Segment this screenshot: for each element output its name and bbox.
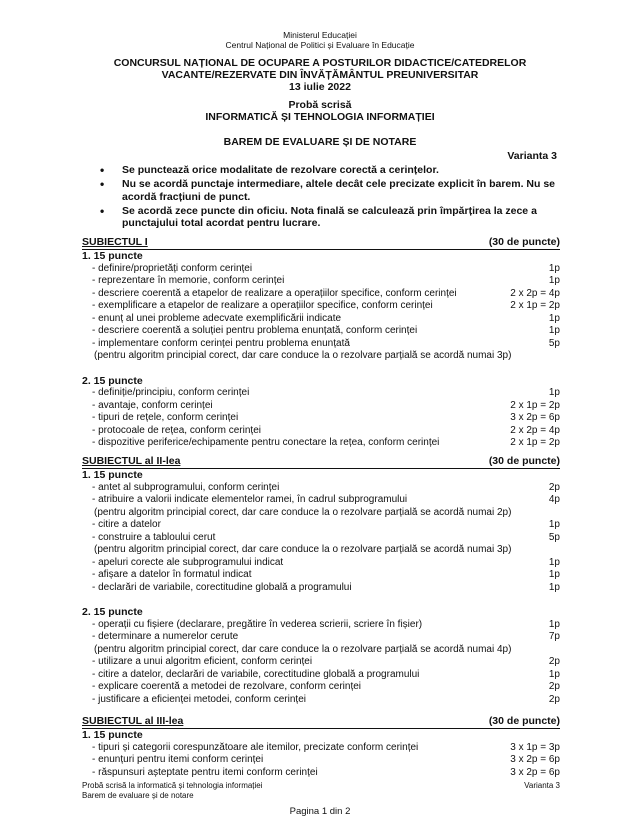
item-rows bbox=[82, 619, 560, 707]
criterion-text: - explicare coerentă a metodei de rezolvare, conform cerinței bbox=[92, 681, 362, 692]
header-ministry: Ministerul Educației bbox=[283, 30, 357, 40]
criterion-points: 7p bbox=[548, 631, 560, 642]
criterion-row bbox=[82, 532, 560, 545]
footer-exam-name: Probă scrisă la informatică și tehnologia informației bbox=[82, 781, 263, 790]
criterion-text: - exemplificare a etapelor de realizare a operațiilor specifice, conform cerinței bbox=[92, 300, 433, 311]
criterion-row bbox=[82, 387, 560, 400]
criterion-text: - tipuri de rețele, conform cerinței bbox=[92, 412, 239, 423]
criterion-row bbox=[82, 557, 560, 570]
criterion-row bbox=[82, 494, 560, 507]
criterion-points: 2p bbox=[548, 693, 560, 705]
instructions-list bbox=[98, 164, 560, 231]
criterion-row bbox=[82, 275, 560, 288]
criterion-row bbox=[82, 619, 560, 632]
section-heading bbox=[82, 715, 560, 729]
criterion-points: 1p bbox=[548, 262, 560, 274]
criterion-row bbox=[82, 519, 560, 532]
instruction-item: • Nu se acordă punctaje intermediare, altele decât cele precizate explicit în barem. Nu se acordă fracțiuni de punct. bbox=[98, 178, 560, 203]
criterion-text: - descriere coerentă a soluției pentru problema enunțată, conform cerinței bbox=[92, 325, 418, 336]
item-heading: 1. 15 puncte bbox=[82, 469, 143, 481]
page-number: Pagina 1 din 2 bbox=[289, 806, 351, 817]
criterion-row bbox=[82, 754, 560, 767]
criterion-row bbox=[82, 400, 560, 413]
page-footer bbox=[82, 781, 560, 801]
instruction-item: • Se punctează orice modalitate de rezolvare corectă a cerințelor. bbox=[98, 164, 560, 177]
criterion-text: - apeluri corecte ale subprogramului indicat bbox=[92, 556, 284, 568]
criterion-points: 1p bbox=[548, 618, 560, 630]
item-heading: 2. 15 puncte bbox=[82, 374, 143, 387]
instruction-item: • Se acordă zece puncte din oficiu. Nota finală se calculează prin împărțirea la zece a punctajului total acordat pentru lucrare. bbox=[98, 205, 560, 230]
criterion-text: - tipuri și categorii corespunzătoare ale itemilor, precizate conform cerinței bbox=[92, 741, 419, 753]
criterion-points: 2p bbox=[548, 656, 560, 667]
criterion-row bbox=[82, 656, 560, 669]
criterion-points: 1p bbox=[548, 581, 560, 593]
criterion-points: 1p bbox=[548, 519, 560, 530]
criterion-points: 1p bbox=[548, 556, 560, 568]
criterion-row bbox=[82, 767, 560, 780]
criterion-points: 2p bbox=[548, 481, 560, 493]
item-rows bbox=[82, 387, 560, 450]
criterion-row bbox=[82, 669, 560, 682]
section-heading bbox=[82, 455, 560, 469]
title-line-1: CONCURSUL NAȚIONAL DE OCUPARE A POSTURILOR DIDACTICE/CATEDRELOR bbox=[113, 57, 527, 69]
criterion-text: - dispozitive periferice/echipamente pentru conectare la rețea, conform cerinței bbox=[92, 437, 440, 448]
item-heading: 1. 15 puncte bbox=[82, 729, 143, 741]
criterion-row bbox=[82, 437, 560, 450]
item-rows bbox=[82, 263, 560, 363]
criterion-row bbox=[82, 569, 560, 582]
criterion-row bbox=[82, 425, 560, 438]
criterion-row bbox=[82, 482, 560, 495]
criterion-text: - antet al subprogramului, conform cerinței bbox=[92, 481, 280, 493]
criterion-text: - răspunsuri așteptate pentru itemi conform cerinței bbox=[92, 766, 318, 778]
criterion-points: 2 x 1p = 2p bbox=[510, 300, 560, 311]
criterion-row bbox=[82, 338, 560, 351]
criterion-points: 2 x 1p = 2p bbox=[510, 437, 560, 448]
criterion-text: - descriere coerentă a etapelor de realizare a operațiilor specifice, conform cerinței bbox=[92, 287, 457, 299]
criterion-row bbox=[82, 325, 560, 338]
footer-barem-name: Barem de evaluare și de notare bbox=[82, 791, 194, 800]
partial-note bbox=[82, 507, 560, 520]
partial-note bbox=[82, 544, 560, 557]
varianta-label: Varianta 3 bbox=[507, 150, 557, 162]
criterion-text: - atribuire a valorii indicate elementelor ramei, în cadrul subprogramului bbox=[92, 494, 408, 505]
criterion-row bbox=[82, 313, 560, 326]
criterion-text: - citire a datelor, declarări de variabile, corectitudine globală a programului bbox=[92, 668, 420, 680]
item-rows bbox=[82, 742, 560, 780]
section-subiectul-2 bbox=[82, 455, 560, 706]
criterion-text: - operații cu fișiere (declarare, pregătire în vederea scrierii, scriere în fișier) bbox=[92, 618, 423, 630]
note-text: (pentru algoritm principial corect, dar care conduce la o rezolvare parțială se acordă numai 3p) bbox=[94, 544, 512, 555]
section-title: SUBIECTUL al II-lea bbox=[82, 455, 181, 467]
section-heading bbox=[82, 236, 560, 250]
criterion-text: - citire a datelor bbox=[92, 519, 161, 530]
criterion-points: 3 x 2p = 6p bbox=[510, 754, 560, 765]
criterion-points: 2 x 2p = 4p bbox=[510, 287, 560, 299]
item-rows bbox=[82, 482, 560, 595]
criterion-text: - construire a tabloului cerut bbox=[92, 531, 216, 543]
criterion-text: - utilizare a unui algoritm eficient, conform cerinței bbox=[92, 656, 313, 667]
barem-title: BAREM DE EVALUARE ȘI DE NOTARE bbox=[223, 136, 417, 148]
section-subiectul-1 bbox=[82, 236, 560, 450]
section-subiectul-3 bbox=[82, 715, 560, 779]
criterion-row bbox=[82, 631, 560, 644]
criterion-points: 5p bbox=[548, 531, 560, 543]
subject-title: INFORMATICĂ ȘI TEHNOLOGIA INFORMAȚIEI bbox=[205, 111, 435, 123]
note-text: (pentru algoritm principial corect, dar care conduce la o rezolvare parțială se acordă numai 3p) bbox=[94, 350, 512, 361]
criterion-row bbox=[82, 694, 560, 707]
title-line-2: VACANTE/REZERVATE DIN ÎNVĂȚĂMÂNTUL PREUNIVERSITAR bbox=[161, 69, 479, 81]
criterion-points: 2p bbox=[548, 681, 560, 692]
note-text: (pentru algoritm principial corect, dar care conduce la o rezolvare parțială se acordă numai 2p) bbox=[94, 506, 512, 518]
footer-variant: Varianta 3 bbox=[524, 781, 560, 790]
footer-left bbox=[82, 781, 263, 801]
header-center: Centrul Național de Politici și Evaluare în Educație bbox=[225, 40, 415, 50]
criterion-text: - definire/proprietăți conform cerinței bbox=[92, 262, 253, 274]
criterion-text: - enunțuri pentru itemi conform cerinței bbox=[92, 754, 264, 765]
criterion-points: 1p bbox=[548, 312, 560, 324]
criterion-row bbox=[82, 742, 560, 755]
item-heading: 1. 15 puncte bbox=[82, 250, 143, 262]
section-points: (30 de puncte) bbox=[488, 455, 560, 467]
section-title: SUBIECTUL I bbox=[82, 236, 148, 248]
section-points: (30 de puncte) bbox=[488, 715, 560, 727]
criterion-points: 4p bbox=[548, 494, 560, 505]
criterion-points: 1p bbox=[548, 325, 560, 336]
criterion-points: 1p bbox=[548, 668, 560, 680]
criterion-row bbox=[82, 681, 560, 694]
criterion-text: - implementare conform cerinței pentru problema enunțată bbox=[92, 337, 350, 349]
criterion-text: - reprezentare în memorie, conform cerinței bbox=[92, 275, 285, 286]
criterion-text: - enunț al unei probleme adecvate exemplificării indicate bbox=[92, 312, 342, 324]
criterion-text: - afișare a datelor în formatul indicat bbox=[92, 569, 252, 580]
criterion-text: - protocoale de rețea, conform cerinței bbox=[92, 424, 261, 436]
criterion-text: - justificare a eficienței metodei, conform cerinței bbox=[92, 693, 306, 705]
criterion-points: 2 x 1p = 2p bbox=[510, 399, 560, 411]
criterion-text: - definiție/principiu, conform cerinței bbox=[92, 387, 250, 398]
criterion-points: 2 x 2p = 4p bbox=[510, 424, 560, 436]
item-heading: 2. 15 puncte bbox=[82, 606, 143, 618]
criterion-row bbox=[82, 412, 560, 425]
criterion-points: 1p bbox=[548, 387, 560, 398]
criterion-row bbox=[82, 582, 560, 595]
criterion-row bbox=[82, 300, 560, 313]
criterion-text: - determinare a numerelor cerute bbox=[92, 631, 239, 642]
partial-note bbox=[82, 644, 560, 657]
criterion-points: 3 x 1p = 3p bbox=[510, 741, 560, 753]
title-date: 13 iulie 2022 bbox=[289, 81, 351, 93]
criterion-text: - avantaje, conform cerinței bbox=[92, 399, 213, 411]
section-points: (30 de puncte) bbox=[488, 236, 560, 248]
proba-label: Probă scrisă bbox=[288, 99, 352, 111]
criterion-points: 1p bbox=[548, 275, 560, 286]
section-title: SUBIECTUL al III-lea bbox=[82, 715, 184, 727]
note-text: (pentru algoritm principial corect, dar care conduce la o rezolvare parțială se acordă numai 4p) bbox=[94, 643, 512, 655]
criterion-points: 3 x 2p = 6p bbox=[510, 412, 560, 423]
criterion-points: 3 x 2p = 6p bbox=[510, 766, 560, 778]
criterion-text: - declarări de variabile, corectitudine globală a programului bbox=[92, 581, 352, 593]
partial-note bbox=[82, 350, 560, 363]
criterion-points: 1p bbox=[548, 569, 560, 580]
criterion-row bbox=[82, 288, 560, 301]
criterion-points: 5p bbox=[548, 337, 560, 349]
criterion-row bbox=[82, 263, 560, 276]
